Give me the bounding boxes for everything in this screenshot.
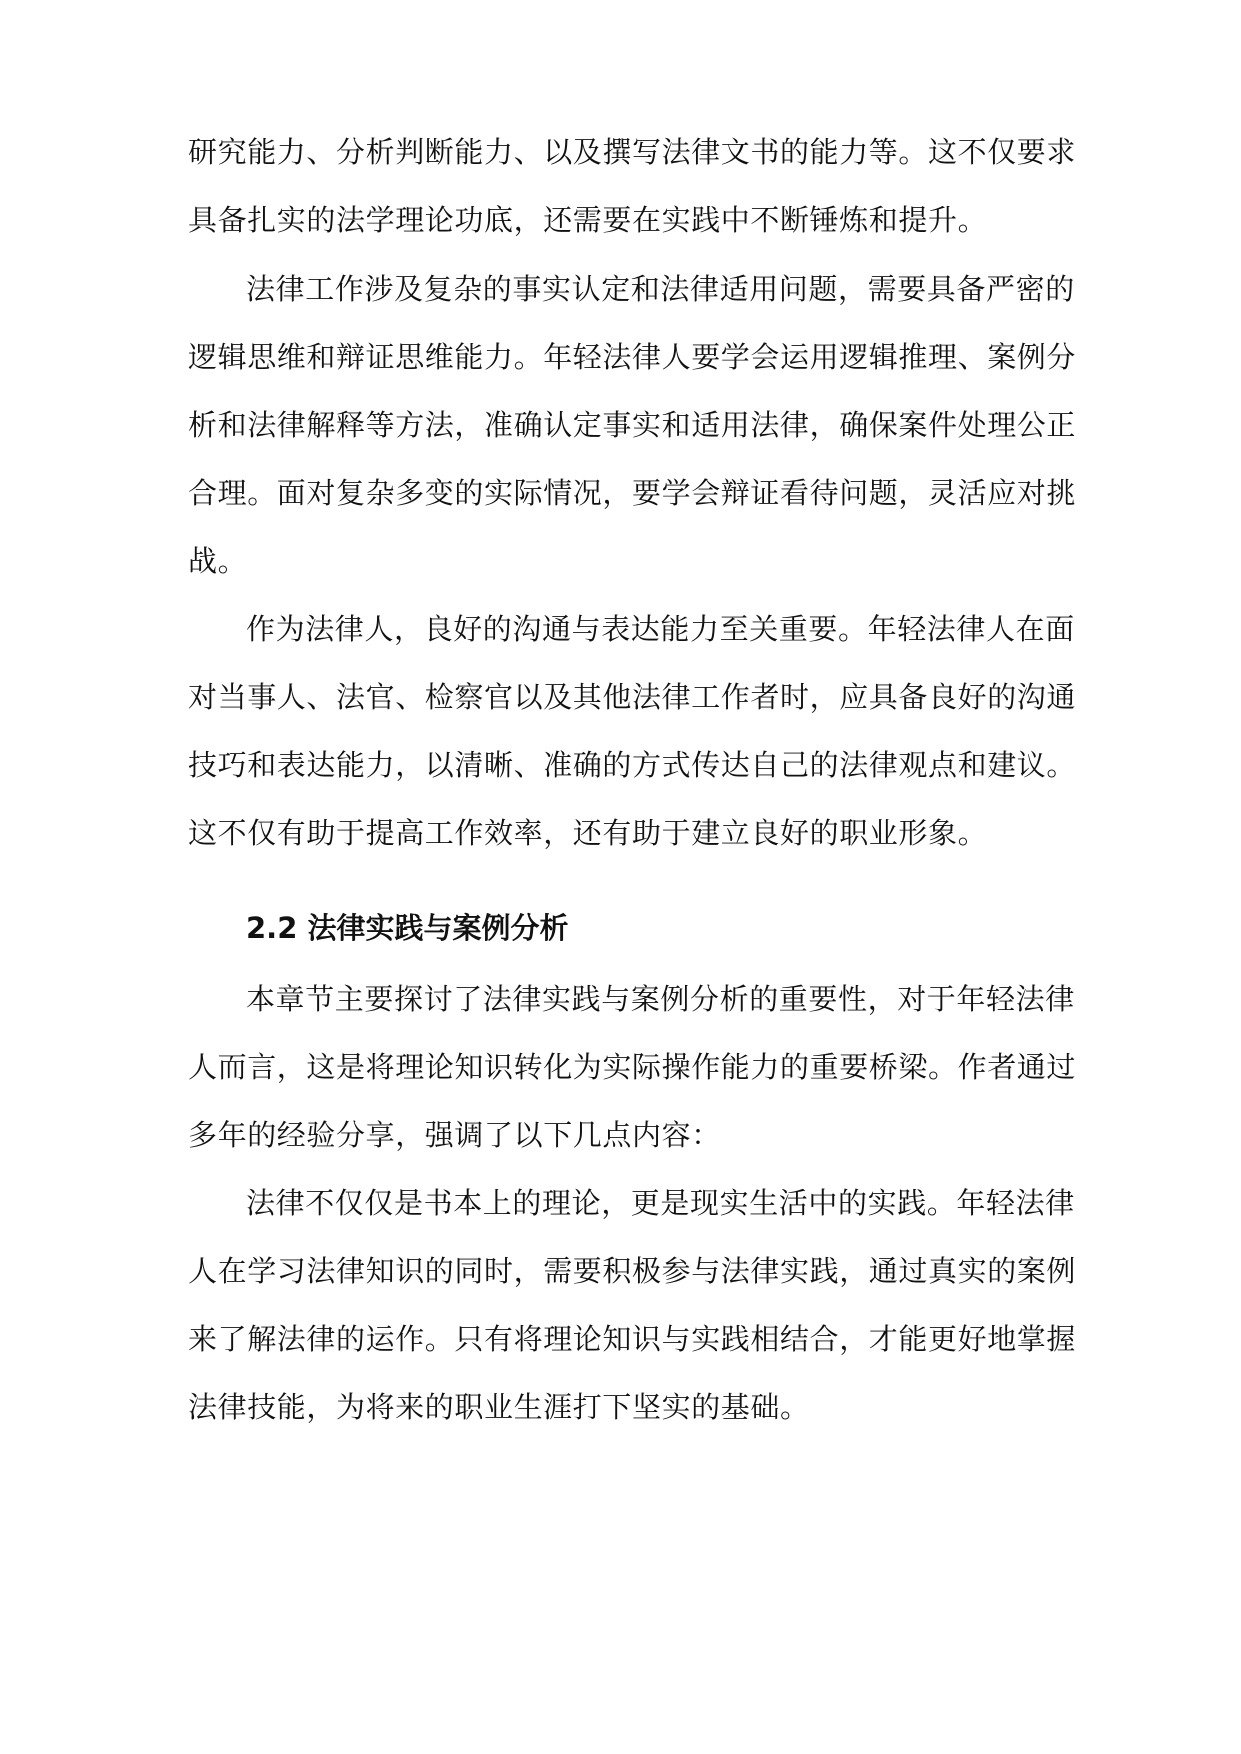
paragraph-line: 战。: [188, 544, 248, 578]
paragraph-line: 本章节主要探讨了法律实践与案例分析的重要性，对于年轻法律: [246, 982, 1075, 1016]
paragraph-line: 来了解法律的运作。只有将理论知识与实践相结合，才能更好地掌握: [188, 1322, 1077, 1356]
paragraph-line: 人在学习法律知识的同时，需要积极参与法律实践，通过真实的案例: [188, 1254, 1077, 1288]
paragraph-line: 研究能力、分析判断能力、以及撰写法律文书的能力等。这不仅要求: [188, 135, 1077, 169]
paragraph-line: 作为法律人，良好的沟通与表达能力至关重要。年轻法律人在面: [246, 612, 1075, 646]
section-heading: 2.2 法律实践与案例分析: [246, 911, 569, 945]
paragraph-line: 析和法律解释等方法，准确认定事实和适用法律，确保案件处理公正: [188, 408, 1077, 442]
paragraph-line: 逻辑思维和辩证思维能力。年轻法律人要学会运用逻辑推理、案例分: [188, 340, 1077, 374]
paragraph-line: 具备扎实的法学理论功底，还需要在实践中不断锤炼和提升。: [188, 203, 988, 237]
paragraph-line: 法律不仅仅是书本上的理论，更是现实生活中的实践。年轻法律: [246, 1186, 1075, 1220]
paragraph-line: 技巧和表达能力，以清晰、准确的方式传达自己的法律观点和建议。: [188, 748, 1077, 782]
paragraph-line: 这不仅有助于提高工作效率，还有助于建立良好的职业形象。: [188, 816, 988, 850]
paragraph-line: 多年的经验分享，强调了以下几点内容：: [188, 1118, 721, 1152]
paragraph-line: 对当事人、法官、检察官以及其他法律工作者时，应具备良好的沟通: [188, 680, 1077, 714]
paragraph-line: 法律技能，为将来的职业生涯打下坚实的基础。: [188, 1390, 810, 1424]
paragraph-line: 合理。面对复杂多变的实际情况，要学会辩证看待问题，灵活应对挑: [188, 476, 1077, 510]
paragraph-line: 法律工作涉及复杂的事实认定和法律适用问题，需要具备严密的: [246, 272, 1075, 306]
paragraph-line: 人而言，这是将理论知识转化为实际操作能力的重要桥梁。作者通过: [188, 1050, 1077, 1084]
